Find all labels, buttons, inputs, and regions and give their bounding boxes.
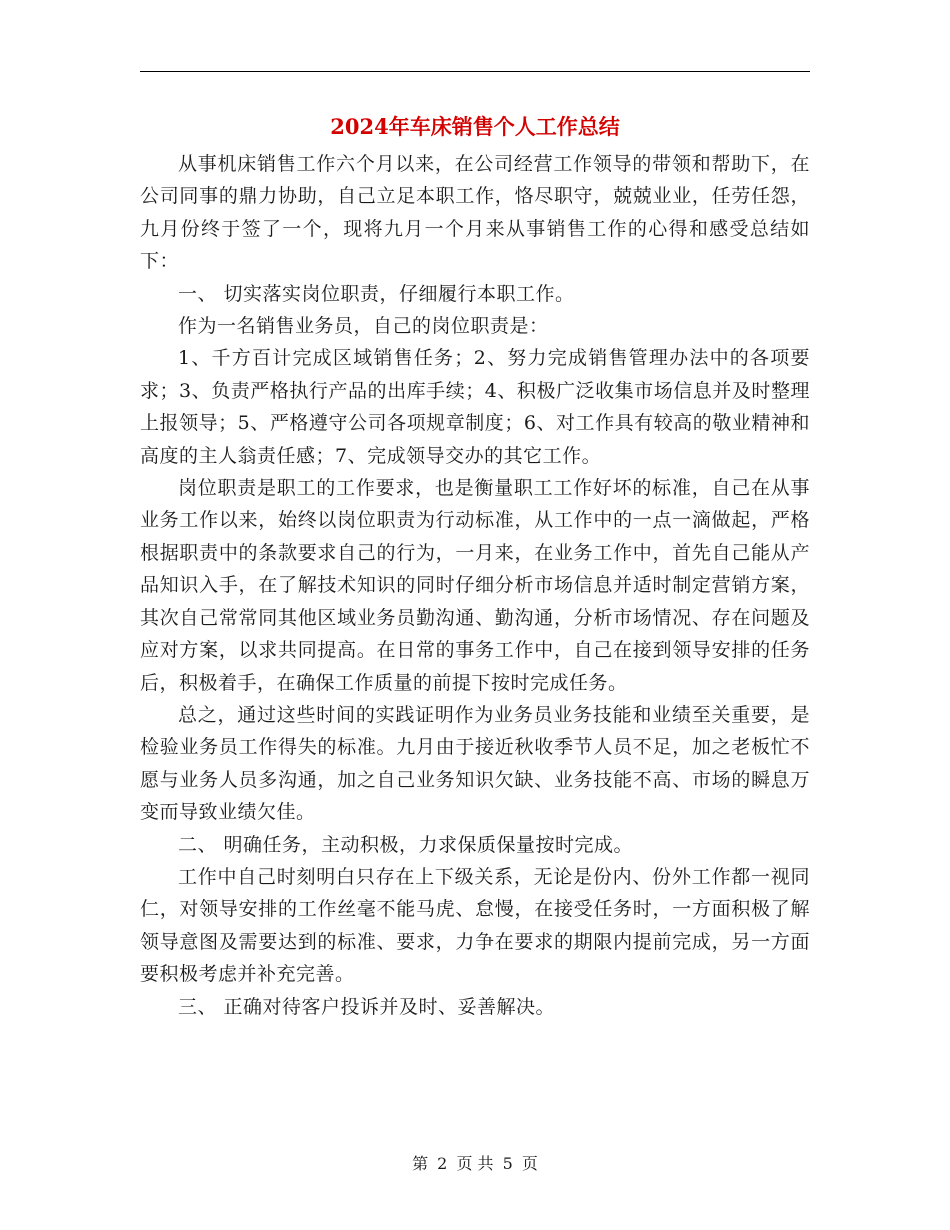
paragraph-summary: 总之，通过这些时间的实践证明作为业务员业务技能和业绩至关重要，是检验业务员工作得失的标准。九月由于接近秋收季节人员不足，加之老板忙不愿与业务人员多沟通，加之自己业务知识欠缺、业务技能不高、市场的瞬息万变而导致业绩欠佳。 bbox=[140, 703, 810, 824]
footer-suffix: 页 bbox=[521, 1154, 538, 1173]
paragraph-tasks: 工作中自己时刻明白只存在上下级关系，无论是份内、份外工作都一视同仁，对领导安排的工作丝毫不能马虎、怠慢，在接受任务时，一方面积极了解领导意图及需要达到的标准、要求，力争在要求的期限内提前完成，另一方面要积极考虑并补充完善。 bbox=[140, 865, 810, 986]
paragraph-intro: 从事机床销售工作六个月以来，在公司经营工作领导的带领和帮助下，在公司同事的鼎力协助，自己立足本职工作，恪尽职守，兢兢业业，任劳任怨，九月份终于签了一个，现将九月一个月来从事销售工作的心得和感受总结如下： bbox=[140, 153, 810, 273]
header-rule bbox=[140, 71, 810, 72]
footer-total-pages: 5 bbox=[502, 1154, 513, 1173]
paragraph-duties-list: 1、千方百计完成区域销售任务；2、努力完成销售管理办法中的各项要求；3、负责严格执行产品的出库手续；4、积极广泛收集市场信息并及时整理上报领导；5、严格遵守公司各项规章制度；6、对工作具有较高的敬业精神和高度的主人翁责任感；7、完成领导交办的其它工作。 bbox=[140, 347, 810, 467]
document-title: 2024年车床销售个人工作总结 bbox=[330, 114, 620, 139]
section-heading-2: 二、 明确任务，主动积极，力求保质保量按时完成。 bbox=[178, 833, 634, 856]
paragraph-duties-intro: 作为一名销售业务员，自己的岗位职责是： bbox=[178, 315, 549, 338]
section-heading-1: 一、 切实落实岗位职责，仔细履行本职工作。 bbox=[178, 282, 575, 305]
footer-prefix: 第 bbox=[412, 1154, 429, 1173]
paragraph-duties-standard: 岗位职责是职工的工作要求，也是衡量职工工作好坏的标准，自己在从事业务工作以来，始终以岗位职责为行动标准，从工作中的一点一滴做起，严格根据职责中的条款要求自己的行为，一月来，在业务工作中，首先自己能从产品知识入手，在了解技术知识的同时仔细分析市场信息并适时制定营销方案，其次自己常常同其他区域业务员勤沟通、勤沟通，分析市场情况、存在问题及应对方案，以求共同提高。在日常的事务工作中，自己在接到领导安排的任务后，积极着手，在确保工作质量的前提下按时完成任务。 bbox=[140, 477, 810, 694]
section-heading-3: 三、 正确对待客户投诉并及时、妥善解决。 bbox=[178, 995, 556, 1018]
footer-current-page: 2 bbox=[437, 1154, 448, 1173]
footer-middle: 页 共 bbox=[456, 1154, 494, 1173]
page-footer bbox=[140, 1154, 810, 1174]
document-body bbox=[140, 148, 810, 1023]
